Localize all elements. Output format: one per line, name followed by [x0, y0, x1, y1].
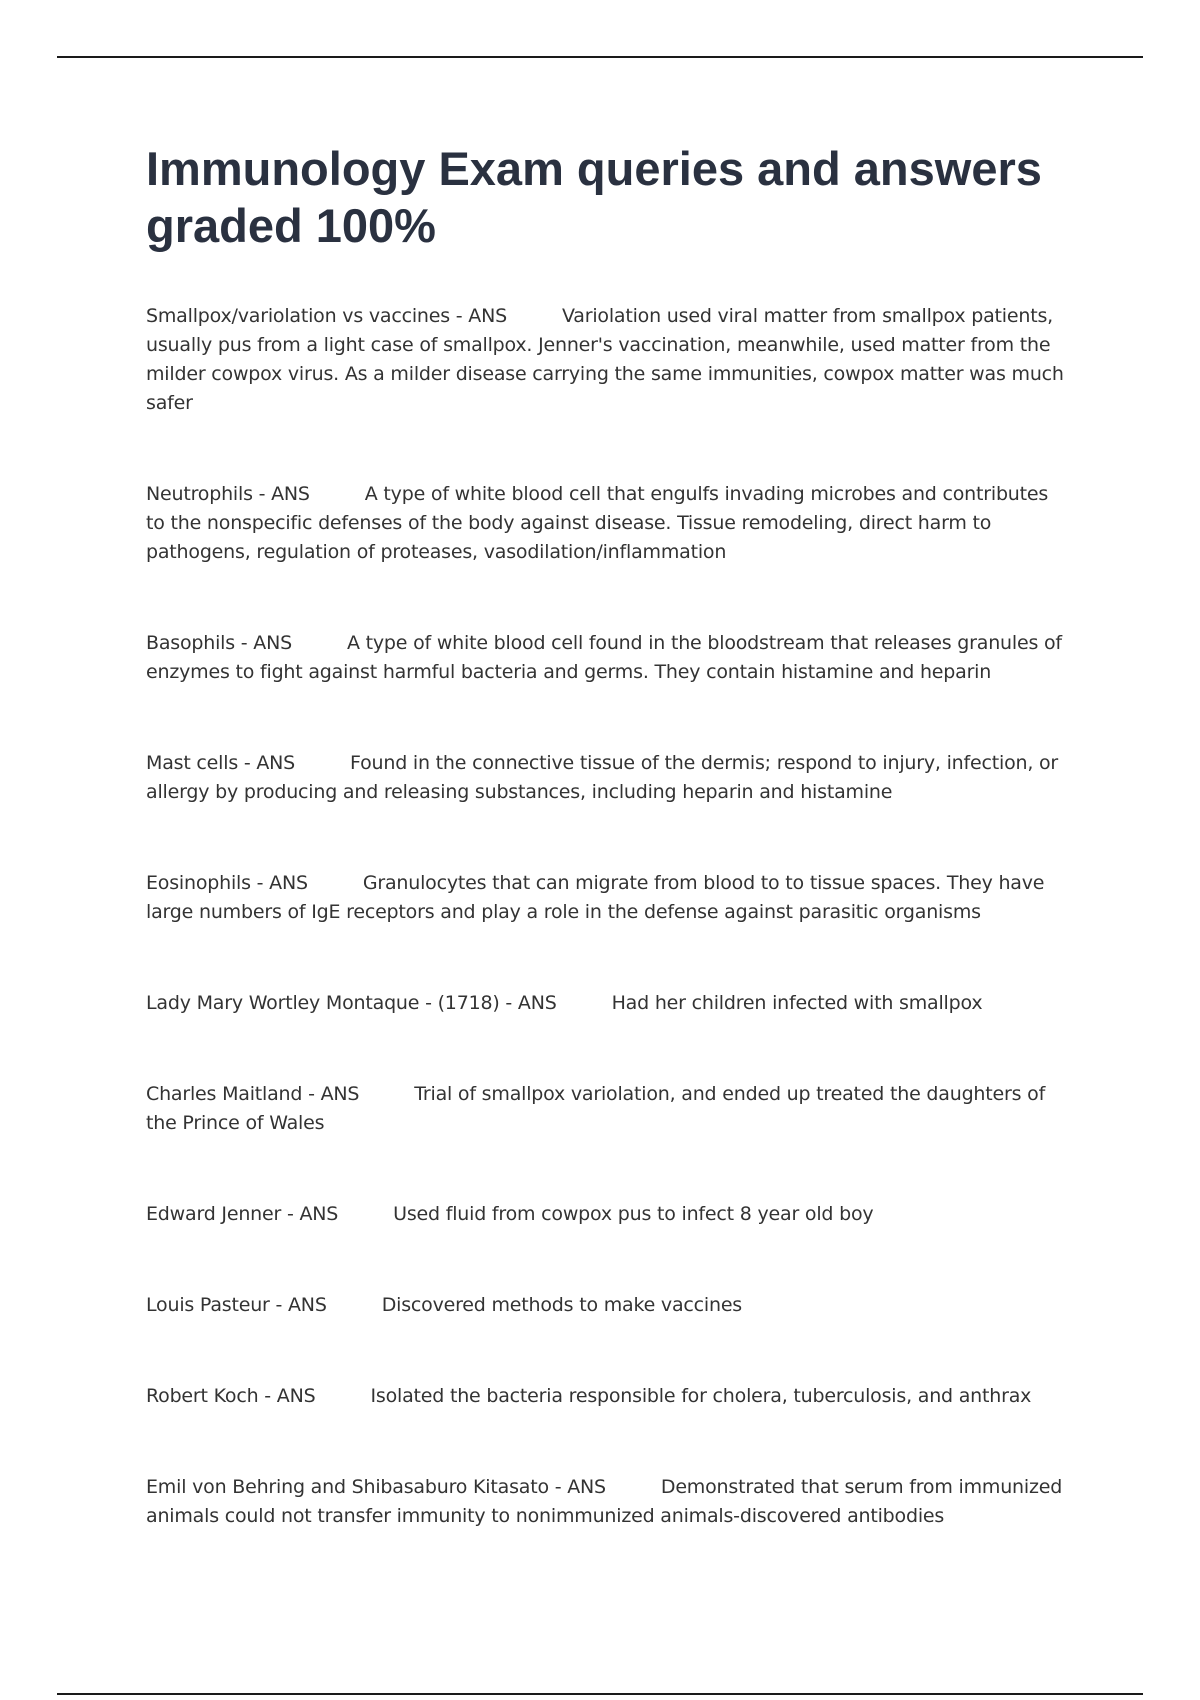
qa-answer: Discovered methods to make vaccines — [381, 1294, 743, 1316]
document-title: Immunology Exam queries and answers graded 100% — [146, 142, 1042, 252]
qa-answer: A type of white blood cell that engulfs invading microbes and contributes to the nonspecific defenses of the body against disease. Tissue remodeling, direct harm to pathogens, regulation of proteases, vasodilation/inflammation — [146, 483, 1049, 563]
qa-term: Edward Jenner - ANS — [146, 1203, 339, 1225]
qa-term: Lady Mary Wortley Montaque - (1718) - ANS — [146, 992, 557, 1014]
qa-term: Emil von Behring and Shibasaburo Kitasato - ANS — [146, 1476, 606, 1498]
qa-answer: A type of white blood cell found in the bloodstream that releases granules of enzymes to fight against harmful bacteria and germs. They contain histamine and heparin — [146, 632, 1062, 683]
qa-item — [146, 1382, 1066, 1411]
qa-term: Mast cells - ANS — [146, 752, 296, 774]
qa-item — [146, 1080, 1066, 1138]
qa-item — [146, 749, 1066, 807]
qa-term: Smallpox/variolation vs vaccines - ANS — [146, 305, 507, 327]
qa-answer: Isolated the bacteria responsible for cholera, tuberculosis, and anthrax — [370, 1385, 1032, 1407]
qa-item — [146, 302, 1066, 418]
qa-item — [146, 1200, 1066, 1229]
qa-term: Louis Pasteur - ANS — [146, 1294, 327, 1316]
qa-term: Neutrophils - ANS — [146, 483, 310, 505]
qa-item — [146, 629, 1066, 687]
qa-answer: Variolation used viral matter from smallpox patients, usually pus from a light case of smallpox. Jenner's vaccination, meanwhile, used matter from the milder cowpox virus. As a milder disease carrying the same immunities, cowpox matter was much safer — [146, 305, 1064, 414]
qa-answer: Trial of smallpox variolation, and ended up treated the daughters of the Prince of Wales — [146, 1083, 1046, 1134]
qa-term: Basophils - ANS — [146, 632, 292, 654]
qa-term: Charles Maitland - ANS — [146, 1083, 360, 1105]
qa-answer: Demonstrated that serum from immunized animals could not transfer immunity to nonimmunized animals-discovered antibodies — [146, 1476, 1063, 1527]
qa-item — [146, 869, 1066, 927]
qa-item — [146, 1473, 1066, 1531]
qa-term: Eosinophils - ANS — [146, 872, 308, 894]
qa-item — [146, 480, 1066, 567]
qa-answer: Found in the connective tissue of the dermis; respond to injury, infection, or allergy by producing and releasing substances, including heparin and histamine — [146, 752, 1059, 803]
top-rule — [57, 56, 1143, 58]
qa-answer: Granulocytes that can migrate from blood to to tissue spaces. They have large numbers of IgE receptors and play a role in the defense against parasitic organisms — [146, 872, 1045, 923]
qa-answer: Had her children infected with smallpox — [611, 992, 983, 1014]
qa-item — [146, 989, 1066, 1018]
qa-answer: Used fluid from cowpox pus to infect 8 year old boy — [393, 1203, 874, 1225]
bottom-rule — [57, 1693, 1143, 1695]
qa-term: Robert Koch - ANS — [146, 1385, 316, 1407]
qa-list — [146, 302, 1066, 1593]
qa-item — [146, 1291, 1066, 1320]
